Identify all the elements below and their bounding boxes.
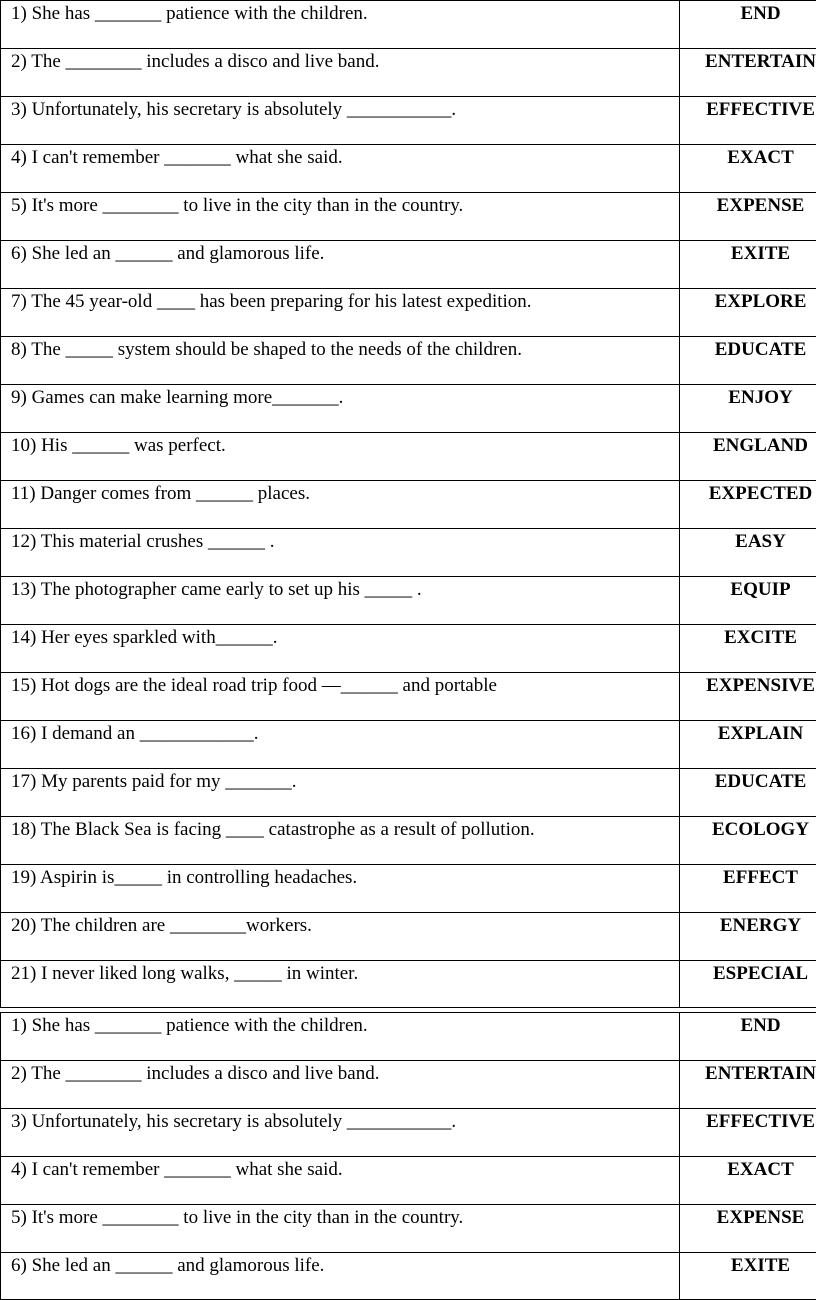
word-formation-table-2 [0,1012,816,1300]
exercise-sentence: 12) This material crushes ______ . [1,529,680,577]
exercise-sentence: 13) The photographer came early to set up his _____ . [1,577,680,625]
root-word: EFFECTIVE [680,1109,816,1157]
root-word: EQUIP [680,577,816,625]
exercise-row [1,337,816,385]
exercise-row [1,97,816,145]
root-word: END [680,1013,816,1061]
exercise-sentence: 7) The 45 year-old ____ has been preparing for his latest expedition. [1,289,680,337]
table-body [1,1013,816,1300]
exercise-sentence: 3) Unfortunately, his secretary is absolutely ___________. [1,1109,680,1157]
exercise-sentence: 21) I never liked long walks, _____ in winter. [1,961,680,1008]
root-word: ENERGY [680,913,816,961]
exercise-row [1,241,816,289]
exercise-row [1,1013,816,1061]
exercise-row [1,625,816,673]
exercise-sentence: 10) His ______ was perfect. [1,433,680,481]
exercise-row [1,193,816,241]
exercise-row [1,673,816,721]
root-word: END [680,1,816,49]
exercise-row [1,481,816,529]
exercise-row [1,1205,816,1253]
root-word: EXPENSE [680,1205,816,1253]
root-word: EXPENSIVE [680,673,816,721]
exercise-row [1,721,816,769]
root-word: EXITE [680,1253,816,1300]
exercise-sentence: 1) She has _______ patience with the children. [1,1013,680,1061]
exercise-sentence: 8) The _____ system should be shaped to the needs of the children. [1,337,680,385]
root-word: EXCITE [680,625,816,673]
exercise-sentence: 3) Unfortunately, his secretary is absolutely ___________. [1,97,680,145]
root-word: ENGLAND [680,433,816,481]
exercise-sentence: 5) It's more ________ to live in the city than in the country. [1,193,680,241]
root-word: EXACT [680,145,816,193]
root-word: EASY [680,529,816,577]
exercise-row [1,769,816,817]
exercise-sentence: 2) The ________ includes a disco and live band. [1,49,680,97]
exercise-row [1,1253,816,1300]
exercise-sentence: 1) She has _______ patience with the children. [1,1,680,49]
exercise-row [1,529,816,577]
exercise-sentence: 17) My parents paid for my _______. [1,769,680,817]
exercise-row [1,385,816,433]
exercise-sentence: 4) I can't remember _______ what she said. [1,1157,680,1205]
exercise-row [1,865,816,913]
root-word: ENJOY [680,385,816,433]
exercise-row [1,1061,816,1109]
exercise-sentence: 9) Games can make learning more_______. [1,385,680,433]
root-word: EXITE [680,241,816,289]
root-word: EXPLAIN [680,721,816,769]
exercise-row [1,961,816,1008]
exercise-sentence: 18) The Black Sea is facing ____ catastrophe as a result of pollution. [1,817,680,865]
table-body [1,1,816,1008]
exercise-row [1,49,816,97]
root-word: EFFECT [680,865,816,913]
root-word: ENTERTAIN [680,49,816,97]
exercise-row [1,913,816,961]
exercise-row [1,1157,816,1205]
root-word: EXPLORE [680,289,816,337]
exercise-sentence: 19) Aspirin is_____ in controlling headaches. [1,865,680,913]
root-word: EXPECTED [680,481,816,529]
exercise-sentence: 15) Hot dogs are the ideal road trip food —______ and portable [1,673,680,721]
exercise-row [1,1,816,49]
exercise-sentence: 16) I demand an ____________. [1,721,680,769]
exercise-sentence: 6) She led an ______ and glamorous life. [1,241,680,289]
exercise-row [1,433,816,481]
exercise-sentence: 4) I can't remember _______ what she said. [1,145,680,193]
exercise-row [1,289,816,337]
exercise-sentence: 20) The children are ________workers. [1,913,680,961]
exercise-sentence: 6) She led an ______ and glamorous life. [1,1253,680,1300]
root-word: EXPENSE [680,193,816,241]
exercise-row [1,1109,816,1157]
root-word: EDUCATE [680,337,816,385]
root-word: ENTERTAIN [680,1061,816,1109]
root-word: ESPECIAL [680,961,816,1008]
exercise-row [1,817,816,865]
exercise-sentence: 2) The ________ includes a disco and live band. [1,1061,680,1109]
exercise-sentence: 11) Danger comes from ______ places. [1,481,680,529]
exercise-row [1,145,816,193]
root-word: EXACT [680,1157,816,1205]
exercise-sentence: 5) It's more ________ to live in the city than in the country. [1,1205,680,1253]
root-word: EDUCATE [680,769,816,817]
root-word: EFFECTIVE [680,97,816,145]
exercise-sentence: 14) Her eyes sparkled with______. [1,625,680,673]
exercise-row [1,577,816,625]
root-word: ECOLOGY [680,817,816,865]
